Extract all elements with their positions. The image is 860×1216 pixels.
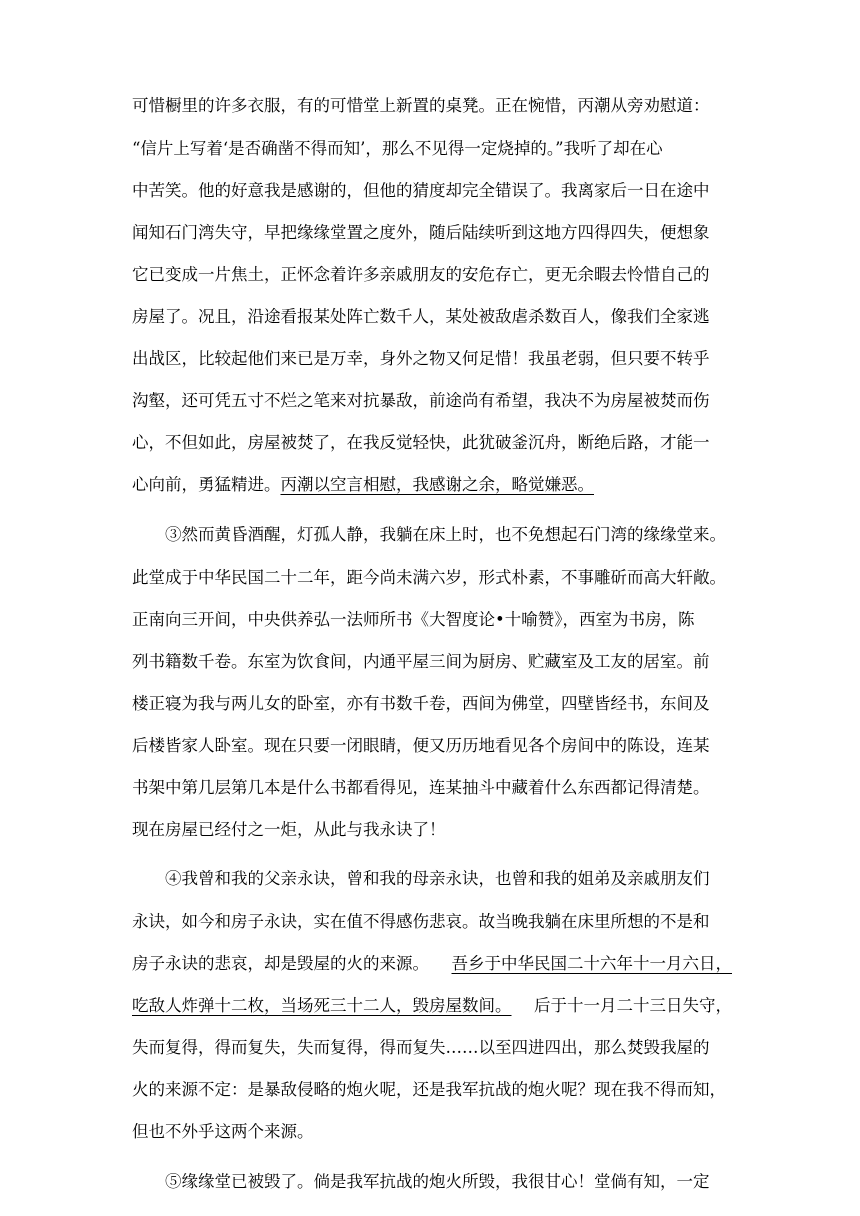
text-line: 可惜橱里的许多衣服，有的可惜堂上新置的桌凳。正在惋惜，丙潮从旁劝慰道： bbox=[132, 96, 710, 115]
text-line: 现在房屋已经付之一炬，从此与我永诀了！ bbox=[132, 820, 446, 839]
underlined-sentence: 丙潮以空言相慰，我感谢之余，略觉嫌恶。 bbox=[280, 475, 594, 494]
text-line bbox=[132, 947, 732, 981]
text-line: 列书籍数千卷。东室为饮食间，内通平屋三间为厨房、贮藏室及工友的居室。前 bbox=[132, 652, 710, 671]
underlined-sentence: 吃敌人炸弹十二枚，当场死三十二人，毁房屋数间。 bbox=[132, 996, 512, 1015]
text-line: 书架中第几层第几本是什么书都看得见，连某抽斗中藏着什么东西都记得清楚。 bbox=[132, 778, 710, 797]
text-segment: 房子永诀的悲哀，却是毁屋的火的来源。 bbox=[132, 954, 429, 973]
text-line: 后楼皆家人卧室。现在只要一闭眼睛，便又历历地看见各个房间中的陈设，连某 bbox=[132, 736, 710, 755]
paragraph-5-first-line: ⑤缘缘堂已被毁了。倘是我军抗战的炮火所毁，我很甘心！堂倘有知，一定 bbox=[165, 1172, 710, 1191]
text-line: 心，不但如此，房屋被焚了，在我反觉轻快，此犹破釜沉舟，断绝后路，才能一 bbox=[132, 433, 710, 452]
text-line: “信片上写着‘是否确凿不得而知’，那么不见得一定烧掉的。”我听了却在心 bbox=[132, 139, 663, 158]
text-line: 闻知石门湾失守，早把缘缘堂置之度外，随后陆续听到这地方四得四失，便想象 bbox=[132, 223, 710, 242]
text-line: 沟壑，还可凭五寸不烂之笔来对抗暴敌，前途尚有希望，我决不为房屋被焚而伤 bbox=[132, 391, 710, 410]
text-line: 失而复得，得而复失，失而复得，得而复失……以至四进四出，那么焚毁我屋的 bbox=[132, 1038, 710, 1057]
text-line bbox=[132, 468, 732, 502]
text-line: 出战区，比较起他们来已是万幸，身外之物又何足惜！我虽老弱，但只要不转乎 bbox=[132, 349, 710, 368]
text-segment: 后于十一月二十三日失守， bbox=[534, 996, 732, 1015]
text-line: 此堂成于中华民国二十二年，距今尚未满六岁，形式朴素，不事雕斫而高大轩敞。 bbox=[132, 568, 726, 587]
underlined-sentence: 吾乡于中华民国二十六年十一月六日， bbox=[451, 954, 732, 973]
text-line: 房屋了。况且，沿途看报某处阵亡数千人，某处被敌虐杀数百人，像我们全家逃 bbox=[132, 307, 710, 326]
text-line: 正南向三开间，中央供养弘一法师所书《大智度论•十喻赞》，西室为书房，陈 bbox=[132, 610, 695, 629]
text-segment: 心向前，勇猛精进。 bbox=[132, 475, 281, 494]
paragraph-4-first-line: ④我曾和我的父亲永诀，曾和我的母亲永诀，也曾和我的姐弟及亲戚朋友们 bbox=[165, 869, 710, 888]
text-line: 火的来源不定：是暴敌侵略的炮火呢，还是我军抗战的炮火呢？现在我不得而知， bbox=[132, 1080, 726, 1099]
text-line bbox=[132, 989, 732, 1023]
paragraph-3-first-line: ③然而黄昏酒醒，灯孤人静，我躺在床上时，也不免想起石门湾的缘缘堂来。 bbox=[165, 525, 726, 544]
text-line: 永诀，如今和房子永诀，实在值不得感伤悲哀。故当晚我躺在床里所想的不是和 bbox=[132, 912, 710, 931]
text-line: 但也不外乎这两个来源。 bbox=[132, 1122, 314, 1141]
text-line: 它已变成一片焦土，正怀念着许多亲戚朋友的安危存亡，更无余暇去怜惜自己的 bbox=[132, 265, 710, 284]
text-line: 楼正寝为我与两儿女的卧室，亦有书数千卷，西间为佛堂，四壁皆经书，东间及 bbox=[132, 694, 710, 713]
text-line: 中苦笑。他的好意我是感谢的，但他的猜度却完全错误了。我离家后一日在途中 bbox=[132, 181, 710, 200]
